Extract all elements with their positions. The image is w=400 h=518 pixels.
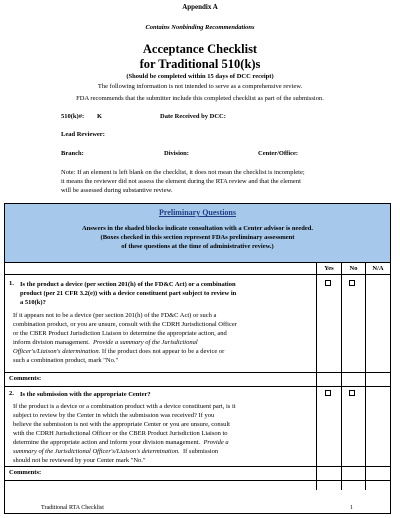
preliminary-line3: of these questions at the time of administrative review.) xyxy=(121,243,274,250)
q1-comments-divider xyxy=(5,372,390,373)
question-2-number: 2. xyxy=(9,390,14,397)
question-2-no-checkbox[interactable] xyxy=(349,390,355,396)
appendix-label: Appendix A xyxy=(182,3,218,11)
question-1-yes-checkbox[interactable] xyxy=(325,280,331,286)
question-2-body-line5: determine the appropriate action and inform your division management. xyxy=(13,439,201,446)
q2-comments-divider xyxy=(5,466,390,467)
divider-q1-na xyxy=(365,275,366,490)
question-2-yes-checkbox[interactable] xyxy=(325,390,331,396)
footer-title: Traditional RTA Checklist xyxy=(41,505,104,511)
question-2-title: Is the submission with the appropriate Center? xyxy=(20,391,151,398)
question-2-body-line6-italic: summary of the Jurisdictional Officer's/Liaison's determination. xyxy=(13,448,180,455)
intro-line1: The following information is not intended to serve as a comprehensive review. xyxy=(97,83,303,90)
preliminary-line1: Answers in the shaded blocks indicate consultation with a Center advisor is needed. xyxy=(81,225,314,232)
checklist-table xyxy=(4,203,391,514)
preliminary-header xyxy=(5,204,390,263)
question-1-body-line1: If it appears not to be a device (per section 201(h) of the FD&C Act) or such a xyxy=(13,312,217,319)
question-1-body-line4-italic: Provide a summary of the Jurisdictional xyxy=(92,339,198,346)
question-1-number: 1. xyxy=(9,280,14,287)
question-2-body-line1: If the product is a device or a combination product with a device constituent part, is it xyxy=(13,403,236,410)
question-1-body-line6: such a combination product, mark "No." xyxy=(13,357,119,364)
question-1 xyxy=(20,280,315,307)
footer-page-number: 1 xyxy=(350,505,353,511)
date-received-label: Date Received by DCC: xyxy=(160,113,226,120)
question-1-body-line2: combination product, or you are unsure, consult with the CDRH Jurisdictional Officer xyxy=(13,321,237,328)
page-subtitle: (Should be completed within 15 days of DCC receipt) xyxy=(126,73,274,80)
note-line2: it means the reviewer did not assess the element during the RTA review and that the element xyxy=(61,178,301,185)
center-office-label: Center/Office: xyxy=(258,150,299,157)
note-line1: Note: If an element is left blank on the checklist, it does not mean the checklist is incomplete; xyxy=(61,169,305,176)
question-1-body-line5-italic: Officer's/Liaison's determination. xyxy=(13,348,101,355)
intro-line2: FDA recommends that the submitter include this completed checklist as part of the submission. xyxy=(76,95,324,102)
question-1-no-checkbox[interactable] xyxy=(349,280,355,286)
q1-bottom-divider xyxy=(5,386,390,387)
column-header-row xyxy=(5,263,390,275)
question-1-title-line1: Is the product a device (per section 201(h) of the FD&C Act) or a combination xyxy=(20,281,236,288)
note-block xyxy=(61,168,366,195)
question-2-body-line7: should not be reviewed by your Center mark "No." xyxy=(13,457,146,464)
question-1-comments-label: Comments: xyxy=(9,375,42,382)
question-2-body-line2: subject to review by the Center in which the submission was received? If you xyxy=(13,412,215,419)
column-no: No xyxy=(341,263,365,275)
question-1-title-line3: a 510(k)? xyxy=(20,299,46,306)
page-title-line1: Acceptance Checklist xyxy=(142,42,258,56)
question-2-comments-label: Comments: xyxy=(9,469,42,476)
branch-label: Branch: xyxy=(61,150,84,157)
column-na: N/A xyxy=(365,263,390,275)
question-1-body xyxy=(13,311,313,365)
question-2-body xyxy=(13,402,313,465)
question-2-body-line6: If submission xyxy=(182,448,219,455)
divider-q1-no xyxy=(341,275,342,490)
question-1-body-line3: or the CBER Product Jurisdiction Liaison to determine the appropriate action, and xyxy=(13,330,227,337)
question-1-body-line5: If the product does not appear to be a device or xyxy=(101,348,225,355)
nonbinding-label: Contains Nonbinding Recommendations xyxy=(145,24,255,31)
question-2-body-line4: with the CDRH Jurisdictional Officer or the CBER Product Jurisdiction Liaison to xyxy=(13,430,228,437)
column-yes: Yes xyxy=(316,263,341,275)
division-label: Division: xyxy=(164,150,189,157)
note-line3: will be assessed during substantive review. xyxy=(61,187,173,194)
lead-reviewer-label: Lead Reviewer: xyxy=(61,131,105,138)
q2-bottom-divider xyxy=(5,480,390,481)
divider-q1-yes xyxy=(316,275,317,490)
k-number-label: 510(k)#: xyxy=(61,113,85,120)
preliminary-title: Preliminary Questions xyxy=(159,208,236,217)
page-title-line2: for Traditional 510(k)s xyxy=(139,57,261,71)
question-1-body-line4: inform division management. xyxy=(13,339,90,346)
question-1-title-line2: product (per 21 CFR 3.2(e)) with a device constituent part subject to review in xyxy=(20,290,237,297)
question-2-body-line3: believe the submission is not with the appropriate Center or you are unsure, consult xyxy=(13,421,230,428)
k-number-value[interactable]: K xyxy=(97,113,103,120)
question-2-body-line5-italic: Provide a xyxy=(203,439,229,446)
preliminary-line2: (Boxes checked in this section represent FDAs preliminary assessment xyxy=(100,234,295,241)
